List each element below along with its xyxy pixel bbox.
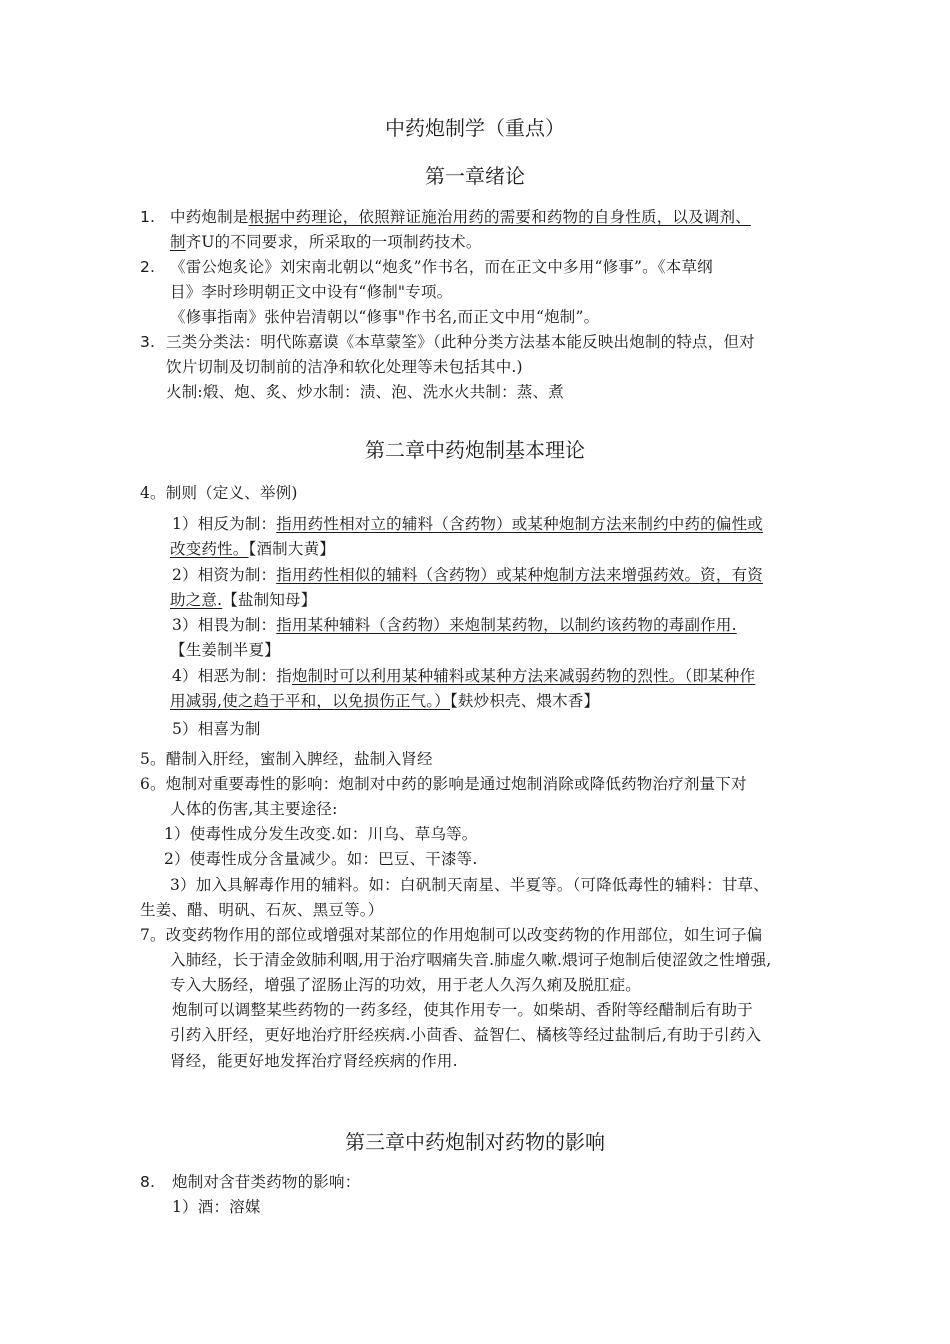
item1-line1-prefix: 中药炮制是	[170, 208, 249, 226]
item3-line3: 火制:煅、炮、炙、炒水制：渍、泡、洗水火共制：蒸、煮	[166, 383, 564, 401]
item1-definition-underlined: 根据中药理论，依照辩证施治用药的需要和药物的自身性质，以及调剂、	[248, 208, 751, 226]
rule1-example: 【酒制大黄】	[248, 540, 335, 558]
item6-line5: 3）加入具解毒作用的辅料。如：白矾制天南星、半夏等。（可降低毒性的辅料：甘草、	[170, 876, 769, 894]
item7-line1: 7。改变药物作用的部位或增强对某部位的作用炮制可以改变药物的作用部位，如生诃子偏	[140, 926, 763, 944]
rule2-example: 【盐制知母】	[222, 591, 317, 609]
rule2-definition: 指用药性相似的辅料（含药物）或某种炮制方法来增强药效。资，有资	[276, 566, 763, 584]
item8-number: 8.	[140, 1173, 156, 1191]
item6-line1: 6。炮制对重要毒性的影响：炮制对中药的影响是通过炮制消除或降低药物治疗剂量下对	[140, 775, 747, 793]
rule4-definition: 炮制时可以利用某种辅料或某种方法来减弱药物的烈性。（即某种作	[291, 667, 756, 685]
rule2-line1	[172, 564, 763, 586]
item7-line6: 肾经，能更好地发挥治疗肾经疾病的作用.	[170, 1052, 458, 1070]
rule1-line2	[170, 538, 335, 560]
rule1-label: 1）相反为制：	[172, 515, 277, 533]
item8-line2: 1）酒：溶媒	[172, 1198, 261, 1216]
rule3-label: 3）相畏为制：	[172, 616, 277, 634]
rule1-definition-cont: 改变药性。	[170, 540, 249, 558]
chapter3-heading: 第三章中药炮制对药物的影响	[345, 1130, 605, 1154]
rule5-line: 5）相喜为制	[172, 720, 261, 738]
item8-line1: 炮制对含苷类药物的影响：	[172, 1173, 361, 1191]
rule3-line1	[172, 614, 737, 636]
item1-line1	[170, 206, 751, 228]
rule2-label: 2）相资为制：	[172, 566, 277, 584]
item2-line2: 目》李时珍明朝正文中设有“修制"专项。	[170, 283, 453, 301]
item3-number: 3.	[140, 333, 156, 351]
rule1-line1	[172, 513, 763, 535]
item2-line1: 《雷公炮炙论》刘宋南北朝以“炮炙”作书名，而在正文中多用“修事”。《本草纲	[170, 258, 713, 276]
item6-line6: 生姜、醋、明矾、石灰、黑豆等。）	[140, 901, 384, 919]
item1-line2	[170, 231, 482, 253]
item6-line3: 1）使毒性成分发生改变.如：川乌、草乌等。	[164, 825, 478, 843]
rule3-example: 【生姜制半夏】	[170, 641, 280, 659]
item1-line2-rest: 齐U的不同要求，所采取的一项制药技术。	[185, 233, 482, 251]
item1-line2-underlined: 制	[170, 233, 186, 251]
rule4-line1	[172, 665, 755, 687]
item1-number: 1.	[140, 208, 156, 226]
item7-line2: 入肺经，长于清金敛肺利咽,用于治疗咽痛失音.肺虚久嗽.煨诃子炮制后使涩敛之性增强,	[170, 951, 772, 969]
item3-line2: 饮片切制及切制前的洁净和软化处理等未包括其中.)	[166, 358, 523, 376]
rule2-definition-cont: 助之意.	[170, 591, 223, 609]
rule4-example: 【麸炒枳壳、煨木香】	[449, 692, 600, 710]
item2-line3: 《修事指南》张仲岩清朝以“修事"作书名,而正文中用“炮制”。	[170, 308, 600, 326]
item5-line: 5。醋制入肝经，蜜制入脾经，盐制入肾经	[140, 750, 433, 768]
item7-line4: 炮制可以调整某些药物的一药多经，使其作用专一。如柴胡、香附等经醋制后有助于	[172, 1001, 753, 1019]
rule1-definition: 指用药性相对立的辅料（含药物）或某种炮制方法来制约中药的偏性或	[276, 515, 763, 533]
chapter2-heading: 第二章中药炮制基本理论	[365, 438, 585, 462]
doc-title: 中药炮制学（重点）	[385, 116, 565, 140]
item2-number: 2.	[140, 258, 156, 276]
rule4-label: 4）相恶为制：指	[172, 667, 292, 685]
chapter1-heading: 第一章绪论	[425, 164, 525, 188]
rule3-definition: 指用某种辅料（含药物）来炮制某药物，以制约该药物的毒副作用.	[276, 616, 737, 634]
rule2-line2	[170, 589, 316, 611]
item6-line4: 2）使毒性成分含量减少。如：巴豆、干漆等.	[164, 850, 478, 868]
item6-line2: 人体的伤害,其主要途径:	[170, 800, 338, 818]
item4-heading: 4。制则（定义、举例)	[140, 484, 298, 502]
item3-line1: 三类分类法：明代陈嘉谟《本草蒙筌》（此种分类方法基本能反映出炮制的特点，但对	[166, 333, 755, 351]
item7-line3: 专入大肠经，增强了涩肠止泻的功效，用于老人久泻久痢及脱肛症。	[170, 976, 642, 994]
item7-line5: 引药入肝经，更好地治疗肝经疾病.小茴香、益智仁、橘核等经过盐制后,有助于引药入	[170, 1026, 762, 1044]
rule4-line2	[170, 690, 599, 712]
rule4-definition-cont: 用减弱,使之趋于平和，以免损伤正气。）	[170, 692, 450, 710]
